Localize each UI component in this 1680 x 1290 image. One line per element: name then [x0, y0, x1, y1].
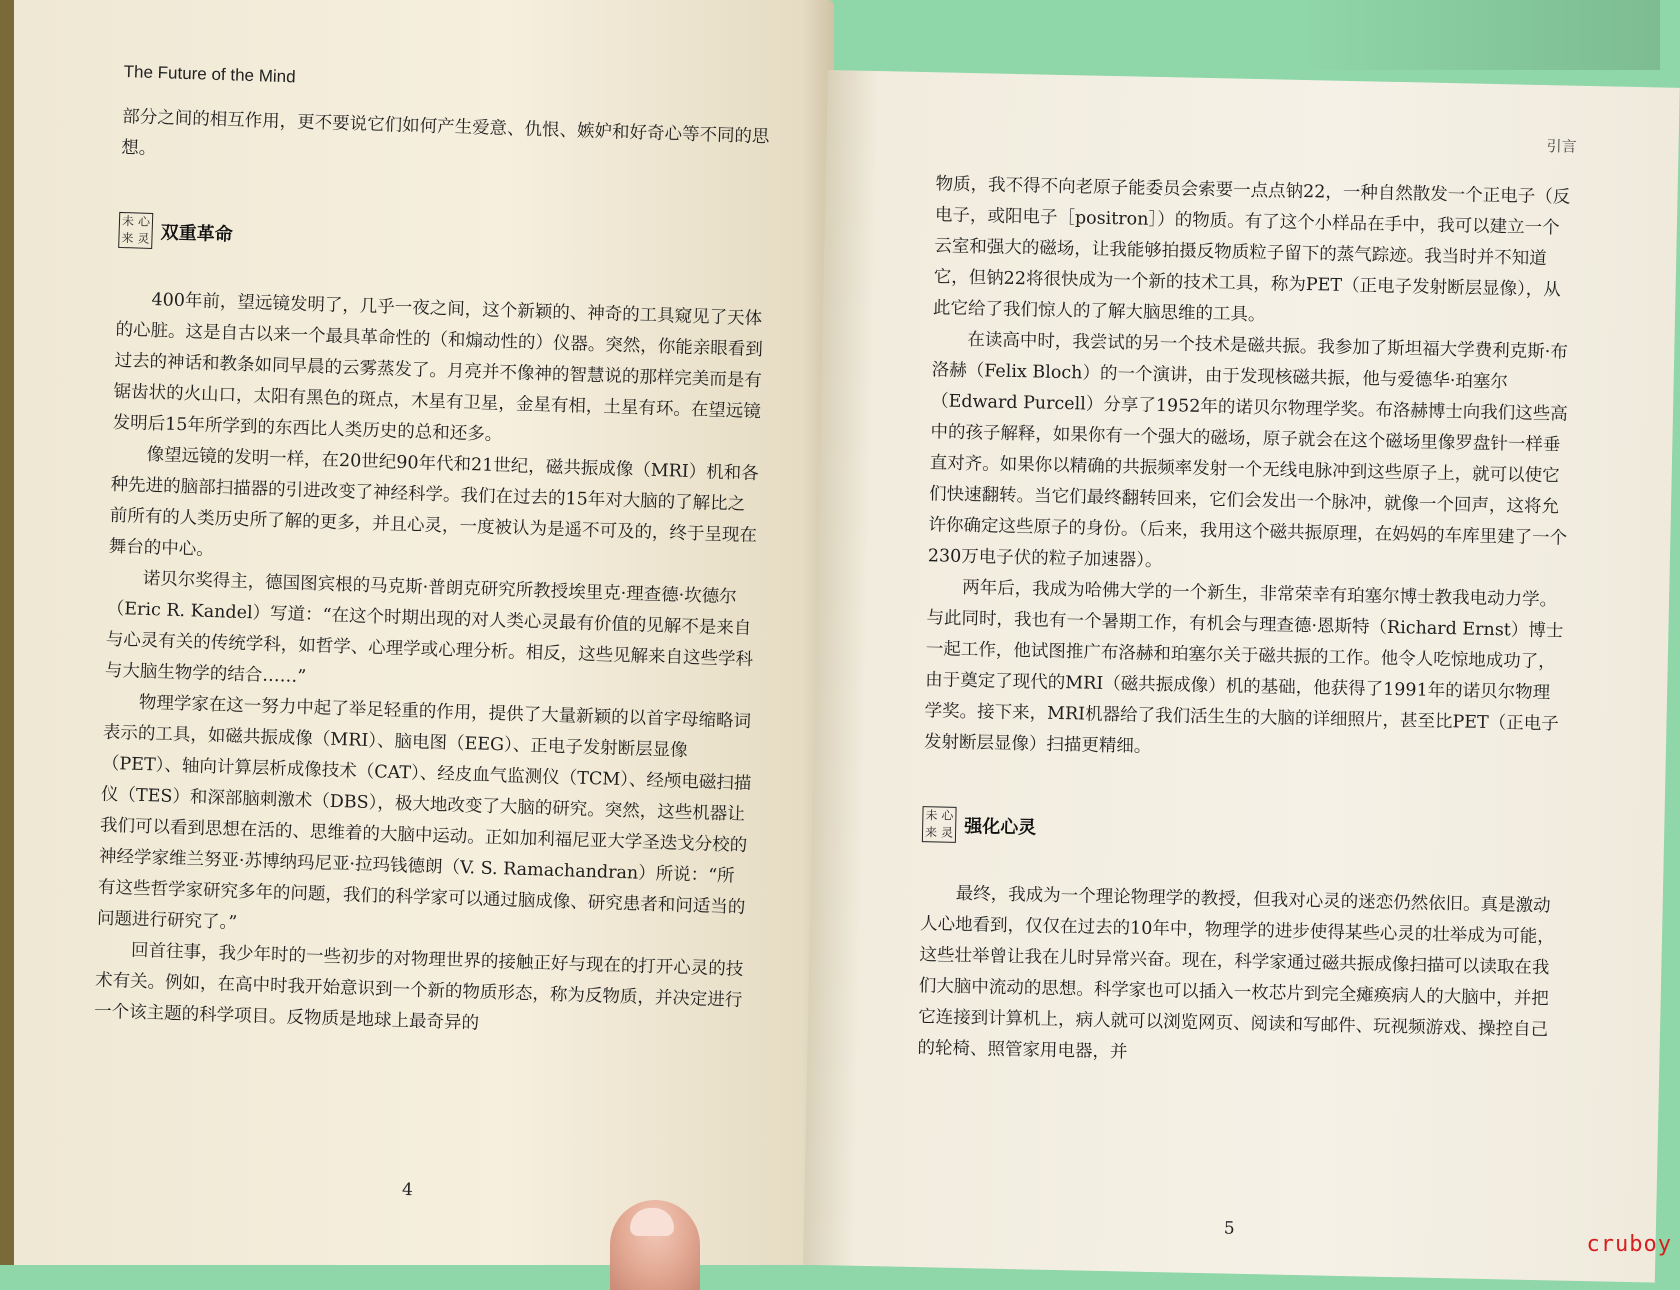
logo-char: 灵 — [940, 825, 954, 840]
left-running-head: The Future of the Mind — [123, 62, 296, 87]
left-section-heading — [118, 212, 769, 268]
right-page-number: 5 — [1223, 1218, 1235, 1239]
left-page — [14, 0, 834, 1265]
background-shadow — [1300, 0, 1660, 70]
paragraph: 诺贝尔奖得主，德国图宾根的马克斯·普朗克研究所教授埃里克·理查德·坎德尔（Eric R. Kandel）写道：“在这个时期出现的对人类心灵最有价值的见解不是来自与心灵有关的传统学科，如哲学、心理学或心理分析。相反，这些见解来自这些学科与大脑生物学的结合……” — [104, 568, 754, 688]
left-page-content — [94, 62, 774, 1048]
section-logo-icon — [922, 806, 957, 843]
logo-char: 来 — [121, 231, 134, 246]
paragraph: 两年后，我成为哈佛大学的一个新生，非常荣幸有珀塞尔博士教我电动力学。与此同时，我也有一个暑期工作，有机会与理查德·恩斯特（Richard Ernst）博士一起工作，他试图推广布洛赫和珀塞尔关于磁共振的工作。他令人吃惊地成功了，由于奠定了现代的MRI（磁共振成像）机的基础，他获得了1991年的诺贝尔物理学奖。接下来，MRI机器给了我们活生生的大脑的详细照片，甚至比PET（正电子发射断层显像）扫描更精细。 — [923, 577, 1564, 757]
thumbnail — [630, 1208, 674, 1236]
left-page-number: 4 — [401, 1179, 414, 1201]
left-body — [94, 284, 767, 1048]
section-title: 强化心灵 — [963, 816, 1037, 839]
right-body — [924, 169, 1576, 771]
paragraph: 像望远镜的发明一样，在20世纪90年代和21世纪，磁共振成像（MRI）机和各种先进的脑部扫描器的引进改变了神经科学。我们在过去的15年对大脑的了解比之前所有的人类历史所了解的更多，并且心灵，一度被认为是遥不可及的，终于呈现在舞台的中心。 — [108, 444, 759, 561]
right-page-content — [917, 122, 1577, 1077]
paragraph: 在读高中时，我尝试的另一个技术是磁共振。我参加了斯坦福大学费利克斯·布洛赫（Felix Bloch）的一个演讲，由于发现核磁共振，他与爱德华·珀塞尔（Edward Purcell）分享了1952年的诺贝尔物理学奖。布洛赫博士向我们这些高中的孩子解释，如果你有一个强大的磁场，原子就会在这个磁场里像罗盘针一样垂直对齐。如果你以精确的共振频率发射一个无线电脉冲到这些原子上，就可以使它们快速翻转。当它们最终翻转回来，它们会发出一个脉冲，就像一个回声，这将允许你确定这些原子的身份。（后来，我用这个磁共振原理，在妈妈的车库里建了一个230万电子伏的粒子加速器）。 — [927, 329, 1569, 572]
paragraph: 物理学家在这一努力中起了举足轻重的作用，提供了大量新颖的以首字母缩略词表示的工具，如磁共振成像（MRI）、脑电图（EEG）、正电子发射断层显像（PET）、轴向计算层析成像技术（CAT）、经皮血气监测仪（TCM）、经颅电磁扫描仪（TES）和深部脑刺激术（DBS），极大地改变了大脑的研究。突然，这些机器让我们可以看到思想在活的、思维着的大脑中运动。正如加利福尼亚大学圣迭戈分校的神经学家维兰努亚·苏博纳玛尼亚·拉玛钱德朗（V. S. Ramachandran）所说：“所有这些哲学家研究多年的问题，我们的科学家可以通过脑成像、研究患者和问适当的问题进行研究了。” — [96, 692, 752, 933]
logo-char: 心 — [137, 214, 151, 229]
logo-char: 未 — [121, 214, 135, 229]
logo-char: 未 — [925, 808, 938, 823]
logo-char: 来 — [924, 825, 938, 840]
left-opening-paragraph: 部分之间的相互作用，更不要说它们如何产生爱意、仇恨、嫉妒和好奇心等不同的思想。 — [120, 106, 770, 160]
section-logo-icon — [118, 212, 153, 249]
right-section-heading — [922, 806, 1563, 855]
logo-char: 灵 — [137, 231, 150, 246]
section-title: 双重革命 — [160, 222, 233, 246]
paragraph: 回首往事，我少年时的一些初步的对物理世界的接触正好与现在的打开心灵的技术有关。例如，在高中时我开始意识到一个新的物质形态，称为反物质，并决定进行一个该主题的科学项目。反物质是地球上最奇异的 — [93, 940, 744, 1034]
right-section-body — [917, 878, 1561, 1077]
paragraph: 最终，我成为一个理论物理学的教授，但我对心灵的迷恋仍然依旧。真是激动人心地看到，仅仅在过去的10年中，物理学的进步使得某些心灵的壮举成为可能，这些壮举曾让我在儿时异常兴奋。现在，科学家通过磁共振成像扫描可以读取在我们大脑中流动的思想。科学家也可以插入一枚芯片到完全瘫痪病人的大脑中，并把它连接到计算机上，病人就可以浏览网页、阅读和写邮件、玩视频游戏、操控自己的轮椅、照管家用电器，并 — [917, 883, 1555, 1063]
watermark: cruboy — [1586, 1232, 1672, 1257]
logo-char: 心 — [941, 808, 954, 823]
paragraph: 400年前，望远镜发明了，几乎一夜之间，这个新颖的、神奇的工具窥见了天体的心脏。这是自古以来一个最具革命性的（和煽动性的）仪器。突然，你能亲眼看到过去的神话和教条如同早晨的云雾蒸发了。月亮并不像神的智慧说的那样完美而是有锯齿状的火山口，太阳有黑色的斑点，木星有卫星，金星有相，土星有环。在望远镜发明后15年所学到的东西比人类历史的总和还多。 — [112, 289, 764, 446]
right-page — [803, 70, 1680, 1283]
paragraph: 物质，我不得不向老原子能委员会索要一点点钠22，一种自然散发一个正电子（反电子，或阳电子［positron］）的物质。有了这个小样品在手中，我可以建立一个云室和强大的磁场，让我能够拍摄反物质粒子留下的蒸气踪迹。我当时并不知道它，但钠22将很快成为一个新的技术工具，称为PET（正电子发射断层显像），从此它给了我们惊人的了解大脑思维的工具。 — [932, 174, 1571, 326]
right-running-head: 引言 — [1546, 138, 1577, 156]
